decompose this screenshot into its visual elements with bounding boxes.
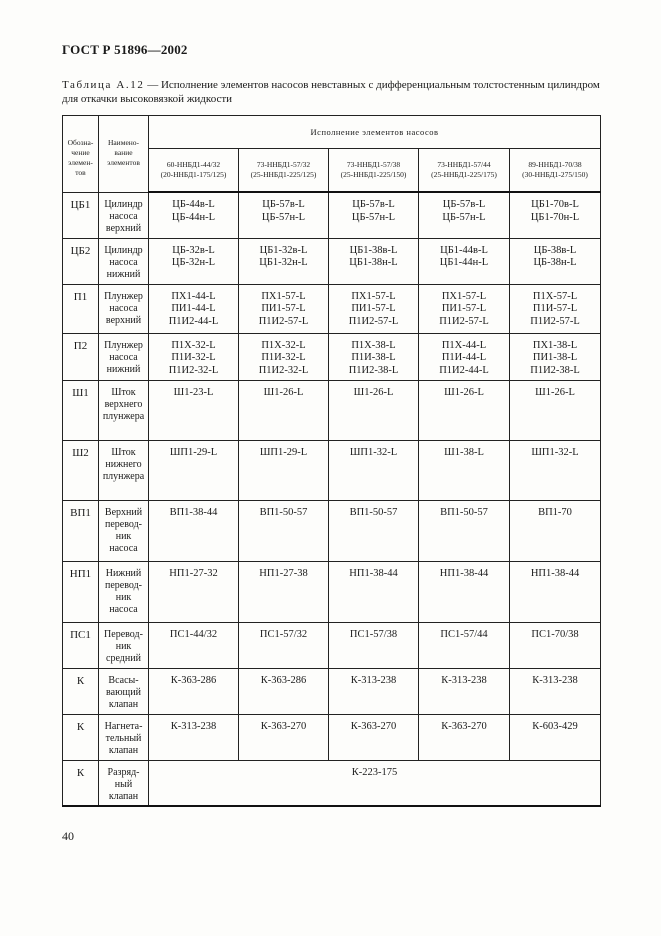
value-line: ПИ1-57-L (441, 303, 487, 314)
value-line: ПИ1-57-L (351, 303, 396, 314)
value-cell (149, 238, 239, 284)
table-caption (62, 78, 600, 106)
element-name-cell (99, 561, 149, 622)
value-line: К-363-270 (350, 720, 397, 732)
variant-code: 73-ННБД1-57/38 (346, 160, 401, 169)
value-line: НП1-27-38 (259, 567, 308, 579)
value-line: ПХ1-57-L (441, 290, 487, 302)
value-cell (510, 500, 601, 561)
value-cell (419, 668, 510, 714)
value-line: П1И2-38-L (348, 364, 399, 376)
table-row (63, 622, 601, 668)
designation-cell: ЦБ1 (63, 192, 99, 238)
value-line: П1И-38-L (351, 352, 396, 363)
value-line: П1И-32-L (171, 352, 216, 363)
col-name-line: элементов (107, 158, 140, 167)
value-line: ЦБ-57в-L (442, 199, 486, 210)
value-cell (239, 192, 329, 238)
table-row (63, 192, 601, 238)
value-line: НП1-38-44 (530, 567, 580, 579)
value-cell (419, 192, 510, 238)
element-name-cell (99, 668, 149, 714)
value-line: К-313-238 (350, 674, 397, 686)
value-line: ВП1-70 (538, 506, 572, 518)
value-cell (419, 622, 510, 668)
value-cell (329, 333, 419, 380)
value-cell (329, 668, 419, 714)
value-line: Ш1-38-L (444, 446, 484, 458)
element-name-line: Разряд- (107, 766, 140, 778)
value-cell (239, 622, 329, 668)
value-line: ПС1-57/38 (349, 628, 398, 640)
element-name-cell (99, 238, 149, 284)
element-name-cell (99, 760, 149, 806)
value-line: П1И2-57-L (258, 315, 309, 327)
designation-cell: ПС1 (63, 622, 99, 668)
value-cell (149, 380, 239, 440)
value-line: ЦБ-44в-L (172, 199, 215, 210)
value-cell (239, 561, 329, 622)
element-name-line: насоса (109, 302, 138, 314)
value-line: П1И2-32-L (168, 364, 219, 376)
value-cell (149, 668, 239, 714)
col-name-header (99, 116, 149, 193)
element-name-line: Шток (111, 446, 136, 458)
element-name-line: Цилиндр (104, 244, 143, 256)
table-row (63, 561, 601, 622)
document-header: ГОСТ Р 51896—2002 (62, 42, 188, 57)
variant-code: 60-ННБД1-44/32 (166, 160, 221, 169)
designation-cell: ВП1 (63, 500, 99, 561)
value-line: ПИ1-57-L (261, 303, 306, 314)
merged-value-cell: К-223-175 (149, 760, 601, 806)
value-cell (149, 192, 239, 238)
element-name-line: перевод- (104, 579, 142, 591)
value-cell (239, 500, 329, 561)
value-line: П1Х-57-L (532, 290, 578, 302)
designation-cell: П1 (63, 284, 99, 333)
value-line: К-313-238 (532, 674, 578, 686)
value-line: П1И-44-L (441, 352, 487, 363)
value-line: Ш1-26-L (353, 386, 394, 398)
value-line: ШП1-32-L (531, 446, 579, 458)
value-line: П1И2-57-L (348, 315, 399, 327)
value-cell (419, 440, 510, 500)
table-row (63, 760, 601, 806)
element-name-line: ник (115, 640, 132, 652)
value-line: ПХ1-57-L (351, 290, 396, 302)
value-line: ВП1-50-57 (440, 506, 488, 518)
element-name-line: Перевод- (104, 628, 143, 640)
table-row (63, 284, 601, 333)
value-line: ЦБ-57в-L (352, 199, 395, 210)
element-name-line: Нагнета- (104, 720, 143, 732)
value-line: П1Х-38-L (351, 339, 396, 351)
element-name-line: верхнего (104, 398, 143, 410)
table-row (63, 380, 601, 440)
element-name-line: нижний (106, 363, 141, 375)
value-line: ПС1-57/32 (259, 628, 308, 640)
variant-header (510, 149, 601, 193)
element-name-line: Нижний (105, 567, 142, 579)
value-line: ЦБ1-32в-L (259, 244, 308, 256)
value-cell (149, 500, 239, 561)
value-line: НП1-38-44 (349, 567, 398, 579)
value-line: Ш1-26-L (535, 386, 575, 398)
element-name-cell (99, 440, 149, 500)
value-cell (510, 238, 601, 284)
col-name-line: вание (114, 148, 133, 157)
value-line: П1И-32-L (261, 352, 306, 363)
value-line: П1Х-32-L (171, 339, 216, 351)
value-line: ВП1-38-44 (169, 506, 218, 518)
designation-cell: К (63, 668, 99, 714)
variant-header (329, 149, 419, 193)
value-line: П1И2-38-L (530, 364, 580, 376)
element-name-line: перевод- (104, 518, 142, 530)
value-line: Ш1-26-L (263, 386, 304, 398)
value-line: Ш1-23-L (173, 386, 214, 398)
value-line: К-363-270 (441, 720, 487, 732)
element-name-line: нижний (106, 268, 141, 280)
elements-table (62, 115, 601, 807)
table-row (63, 668, 601, 714)
variant-code-alt: (25-ННБД1-225/175) (431, 170, 497, 179)
value-line: ЦБ1-38в-L (349, 244, 398, 256)
value-cell (510, 192, 601, 238)
value-line: ЦБ-57н-L (261, 211, 306, 223)
value-line: П1И2-44-L (439, 364, 489, 376)
value-cell (239, 333, 329, 380)
value-line: ПХ1-57-L (261, 290, 306, 302)
value-line: К-363-286 (260, 674, 307, 686)
value-line: ШП1-29-L (259, 446, 308, 458)
element-name-line: Плунжер (104, 339, 143, 351)
value-line: ЦБ-32в-L (172, 244, 215, 256)
value-cell (510, 622, 601, 668)
table-row (63, 440, 601, 500)
value-line: ШП1-29-L (169, 446, 218, 458)
value-line: ПИ1-38-L (532, 352, 578, 363)
col-designation-line: Обозна- (67, 138, 94, 147)
designation-cell: ЦБ2 (63, 238, 99, 284)
value-line: ЦБ-57н-L (351, 211, 396, 223)
value-cell (329, 192, 419, 238)
table-caption-label: Таблица А.12 (62, 79, 145, 91)
value-line: ЦБ-57н-L (442, 211, 486, 223)
col-designation-line: чение (71, 148, 90, 157)
variant-code: 73-ННБД1-57/32 (256, 160, 311, 169)
table-row (63, 714, 601, 760)
value-line: К-313-238 (170, 720, 217, 732)
variant-header (419, 149, 510, 193)
value-cell (419, 561, 510, 622)
value-cell (419, 333, 510, 380)
element-name-cell (99, 500, 149, 561)
value-line: К-363-270 (260, 720, 307, 732)
variant-code-alt: (20-ННБД1-175/125) (160, 170, 227, 179)
value-cell (149, 440, 239, 500)
value-line: ПС1-70/38 (531, 628, 579, 640)
table-caption-text: — Исполнение элементов насосов невставных с дифференциальным толстостенным цилиндром для откачки высоковязкой жидкости (62, 79, 600, 105)
value-cell (419, 380, 510, 440)
value-line: ШП1-32-L (349, 446, 398, 458)
value-cell (419, 714, 510, 760)
element-name-line: клапан (108, 790, 139, 802)
col-name-line: Наимено- (107, 138, 140, 147)
value-line: П1Х-44-L (441, 339, 487, 351)
variant-code: 89-ННБД1-70/38 (528, 160, 582, 169)
value-cell (329, 714, 419, 760)
element-name-line: ник (115, 530, 132, 542)
value-cell (419, 238, 510, 284)
element-name-cell (99, 622, 149, 668)
element-name-line: насоса (109, 603, 138, 615)
value-cell (329, 440, 419, 500)
value-line: ЦБ-38н-L (533, 257, 577, 268)
value-cell (419, 284, 510, 333)
value-cell (329, 622, 419, 668)
value-cell (239, 380, 329, 440)
designation-cell: П2 (63, 333, 99, 380)
value-line: П1И2-57-L (439, 315, 489, 327)
element-name-line: насоса (109, 542, 138, 554)
group-header: Исполнение элементов насосов (149, 116, 601, 149)
value-line: П1Х-32-L (261, 339, 306, 351)
value-cell (329, 238, 419, 284)
value-line: ПС1-44/32 (169, 628, 218, 640)
value-line: НП1-38-44 (439, 567, 489, 579)
value-cell (149, 284, 239, 333)
value-line: ВП1-50-57 (259, 506, 308, 518)
value-line: НП1-27-32 (169, 567, 218, 579)
col-designation-line: элемен- (68, 158, 93, 167)
element-name-line: нижнего (105, 458, 142, 470)
element-name-line: клапан (108, 698, 139, 710)
value-cell (510, 714, 601, 760)
value-line: ВП1-50-57 (349, 506, 398, 518)
element-name-line: Верхний (104, 506, 143, 518)
element-name-line: клапан (108, 744, 139, 756)
element-name-line: Цилиндр (104, 198, 143, 210)
value-cell (239, 238, 329, 284)
value-cell (510, 668, 601, 714)
element-name-line: вающий (106, 686, 141, 698)
element-name-line: верхний (105, 222, 142, 234)
element-name-line: плунжера (102, 410, 145, 422)
element-name-line: верхний (105, 314, 142, 326)
element-name-line: Всасы- (108, 674, 139, 686)
element-name-cell (99, 284, 149, 333)
value-line: ЦБ1-70в-L (531, 199, 579, 210)
value-cell (149, 561, 239, 622)
value-cell (329, 500, 419, 561)
value-line: ПХ1-38-L (532, 339, 578, 351)
value-cell (239, 668, 329, 714)
variant-code: 73-ННБД1-57/44 (437, 160, 491, 169)
value-cell (149, 333, 239, 380)
designation-cell: Ш1 (63, 380, 99, 440)
value-cell (510, 440, 601, 500)
element-name-line: Плунжер (104, 290, 143, 302)
element-name-line: тельный (105, 732, 142, 744)
value-line: П1И-57-L (532, 303, 578, 314)
variant-header (149, 149, 239, 193)
value-line: ЦБ1-32н-L (259, 257, 308, 268)
value-line: К-313-238 (441, 674, 487, 686)
value-line: Ш1-26-L (444, 386, 484, 398)
value-cell (239, 714, 329, 760)
designation-cell: К (63, 714, 99, 760)
element-name-line: насоса (109, 351, 138, 363)
value-cell (329, 380, 419, 440)
col-designation-header (63, 116, 99, 193)
element-name-cell (99, 333, 149, 380)
col-designation-line: тов (75, 168, 86, 177)
value-line: ЦБ1-38н-L (349, 257, 398, 268)
value-cell (329, 561, 419, 622)
element-name-line: средний (106, 652, 141, 664)
value-line: ЦБ-38в-L (533, 244, 577, 256)
value-line: П1И2-44-L (168, 315, 219, 327)
element-name-line: ный (114, 778, 133, 790)
variant-header (239, 149, 329, 193)
value-cell (329, 284, 419, 333)
element-name-line: насоса (109, 210, 138, 222)
value-cell (419, 500, 510, 561)
element-name-cell (99, 714, 149, 760)
value-line: ЦБ1-70н-L (530, 211, 580, 223)
designation-cell: К (63, 760, 99, 806)
value-line: К-603-429 (532, 720, 578, 732)
designation-cell: НП1 (63, 561, 99, 622)
value-cell (239, 284, 329, 333)
value-line: ЦБ-57в-L (262, 199, 305, 210)
value-line: П1И2-57-L (530, 315, 580, 327)
element-name-line: насоса (109, 256, 138, 268)
element-name-line: ник (115, 591, 132, 603)
value-line: К-363-286 (170, 674, 217, 686)
value-line: ПХ1-44-L (171, 290, 216, 302)
element-name-cell (99, 380, 149, 440)
page-number: 40 (62, 829, 74, 843)
table-row (63, 333, 601, 380)
element-name-cell (99, 192, 149, 238)
value-line: ЦБ1-44н-L (439, 257, 489, 268)
table-row (63, 500, 601, 561)
value-cell (149, 714, 239, 760)
element-name-line: Шток (111, 386, 136, 398)
table-body (63, 192, 601, 806)
value-cell (510, 284, 601, 333)
designation-cell: Ш2 (63, 440, 99, 500)
variant-code-alt: (25-ННБД1-225/125) (250, 170, 317, 179)
value-cell (239, 440, 329, 500)
value-cell (510, 380, 601, 440)
variant-code-alt: (30-ННБД1-275/150) (522, 170, 588, 179)
value-line: ЦБ1-44в-L (440, 244, 488, 256)
variant-code-alt: (25-ННБД1-225/150) (340, 170, 407, 179)
element-name-line: плунжера (102, 470, 145, 482)
value-line: П1И2-32-L (258, 364, 309, 376)
value-line: ЦБ-44н-L (171, 211, 216, 223)
value-line: ЦБ-32н-L (171, 257, 216, 268)
value-cell (510, 333, 601, 380)
value-cell (149, 622, 239, 668)
value-line: ПС1-57/44 (440, 628, 488, 640)
table-row (63, 238, 601, 284)
value-line: ПИ1-44-L (171, 303, 216, 314)
value-cell (510, 561, 601, 622)
